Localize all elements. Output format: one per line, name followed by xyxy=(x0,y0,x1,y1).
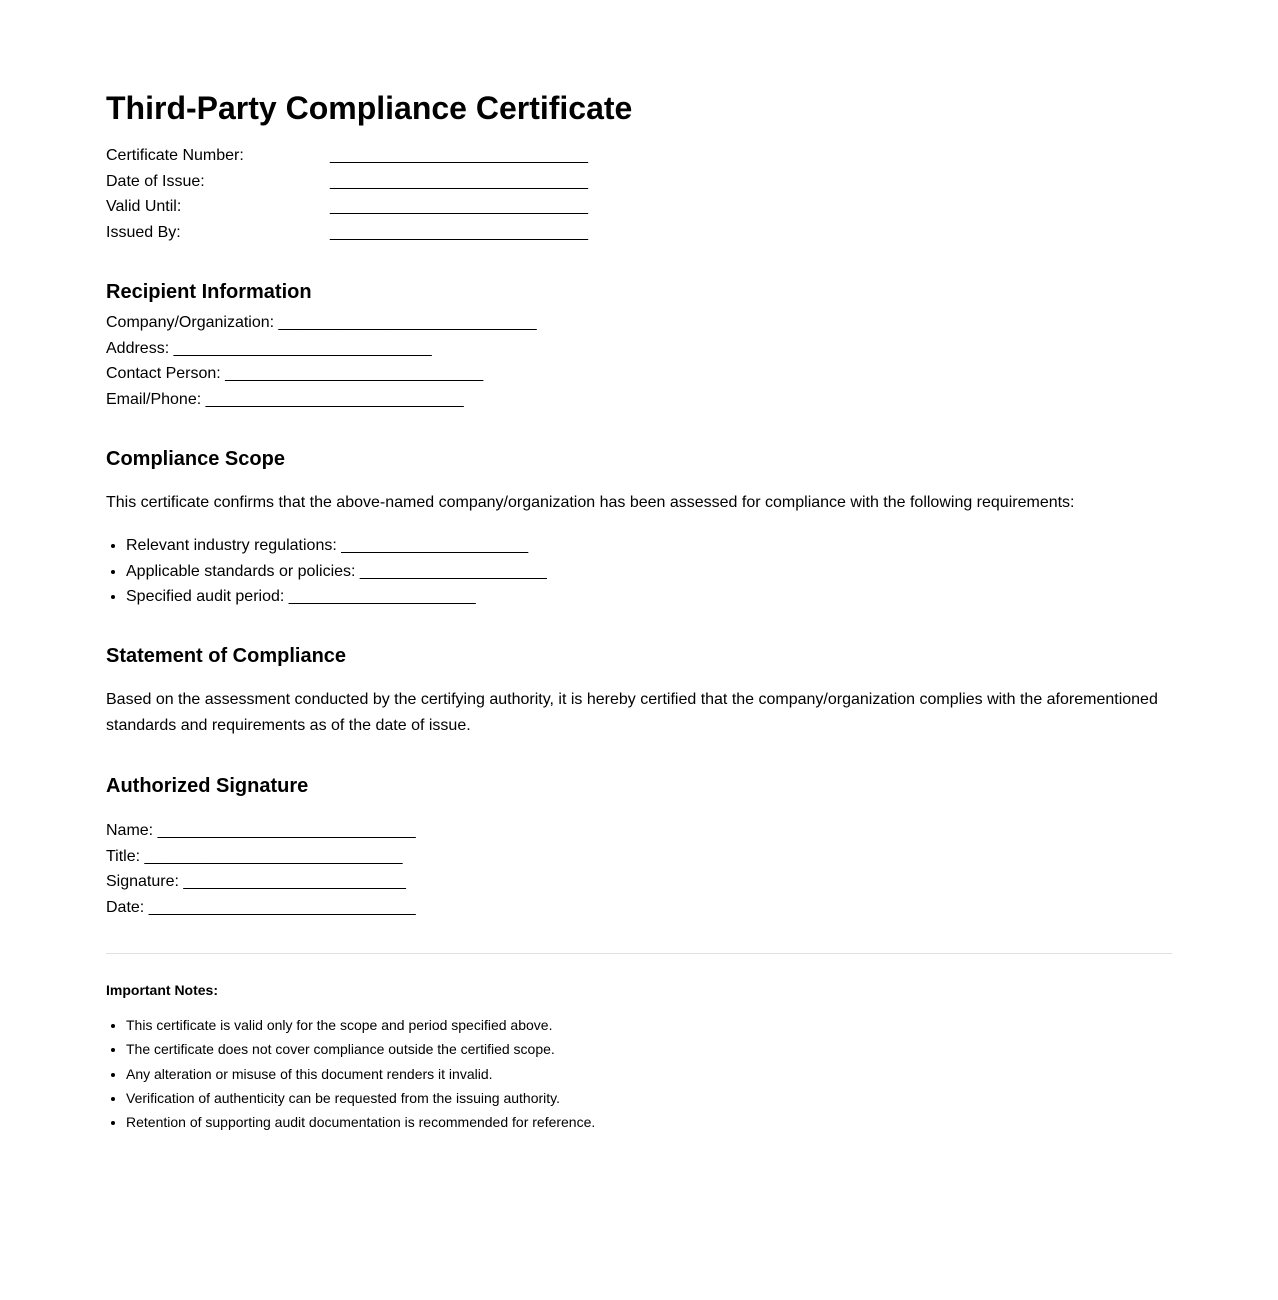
company-organization-field: Company/Organization: _____________________________ xyxy=(106,314,537,331)
address-field: Address: _____________________________ xyxy=(106,339,432,357)
meta-row-date-of-issue xyxy=(106,169,706,195)
valid-until-blank: _____________________________ xyxy=(330,198,589,216)
meta-row-issued-by xyxy=(106,220,706,246)
list-item: • Retention of supporting audit documentation is recommended for reference. xyxy=(126,1110,595,1134)
list-item: • Specified audit period: _____________________ xyxy=(126,584,547,610)
valid-until-label: Valid Until: xyxy=(106,198,182,216)
compliance-scope-list xyxy=(106,533,547,610)
issued-by-blank: _____________________________ xyxy=(330,224,589,242)
important-notes-list xyxy=(106,1013,595,1134)
section-divider xyxy=(106,953,1172,954)
signature-date-field: Date: ______________________________ xyxy=(106,899,416,917)
list-item: • Any alteration or misuse of this document renders it invalid. xyxy=(126,1062,595,1086)
contact-person-field: Contact Person: _____________________________ xyxy=(106,365,484,383)
recipient-information-fields xyxy=(106,310,537,413)
meta-row-valid-until xyxy=(106,194,706,220)
document-title: Third-Party Compliance Certificate xyxy=(106,90,633,126)
important-notes-heading: Important Notes: xyxy=(106,982,218,998)
authorized-signature-fields xyxy=(106,818,416,921)
date-of-issue-label: Date of Issue: xyxy=(106,172,205,190)
certificate-meta xyxy=(106,143,706,246)
statement-of-compliance-text: Based on the assessment conducted by the certifying authority, it is hereby certified that the company/organization complies with the aforementioned standards and requirements as of the date of issue. xyxy=(106,691,1158,734)
signature-field: Signature: _________________________ xyxy=(106,873,406,891)
list-item: • Applicable standards or policies: _____________________ xyxy=(126,559,547,585)
date-of-issue-blank: _____________________________ xyxy=(330,172,589,190)
certificate-number-label: Certificate Number: xyxy=(106,147,244,164)
list-item: • Relevant industry regulations: _____________________ xyxy=(126,533,547,559)
compliance-scope-heading: Compliance Scope xyxy=(106,448,285,470)
compliance-scope-intro: This certificate confirms that the above-named company/organization has been assessed for compliance with the following requirements: xyxy=(106,494,1075,511)
signatory-title-field: Title: _____________________________ xyxy=(106,847,403,865)
recipient-information-heading: Recipient Information xyxy=(106,281,312,303)
signatory-name-field: Name: _____________________________ xyxy=(106,822,416,839)
certificate-number-blank: _____________________________ xyxy=(330,147,589,164)
authorized-signature-heading: Authorized Signature xyxy=(106,775,309,797)
list-item: • The certificate does not cover compliance outside the certified scope. xyxy=(126,1037,595,1061)
list-item: • Verification of authenticity can be requested from the issuing authority. xyxy=(126,1086,595,1110)
statement-of-compliance-heading: Statement of Compliance xyxy=(106,645,347,667)
meta-row-certificate-number xyxy=(106,143,706,169)
issued-by-label: Issued By: xyxy=(106,224,181,242)
email-phone-field: Email/Phone: _____________________________ xyxy=(106,391,464,409)
list-item: • This certificate is valid only for the scope and period specified above. xyxy=(126,1013,595,1037)
